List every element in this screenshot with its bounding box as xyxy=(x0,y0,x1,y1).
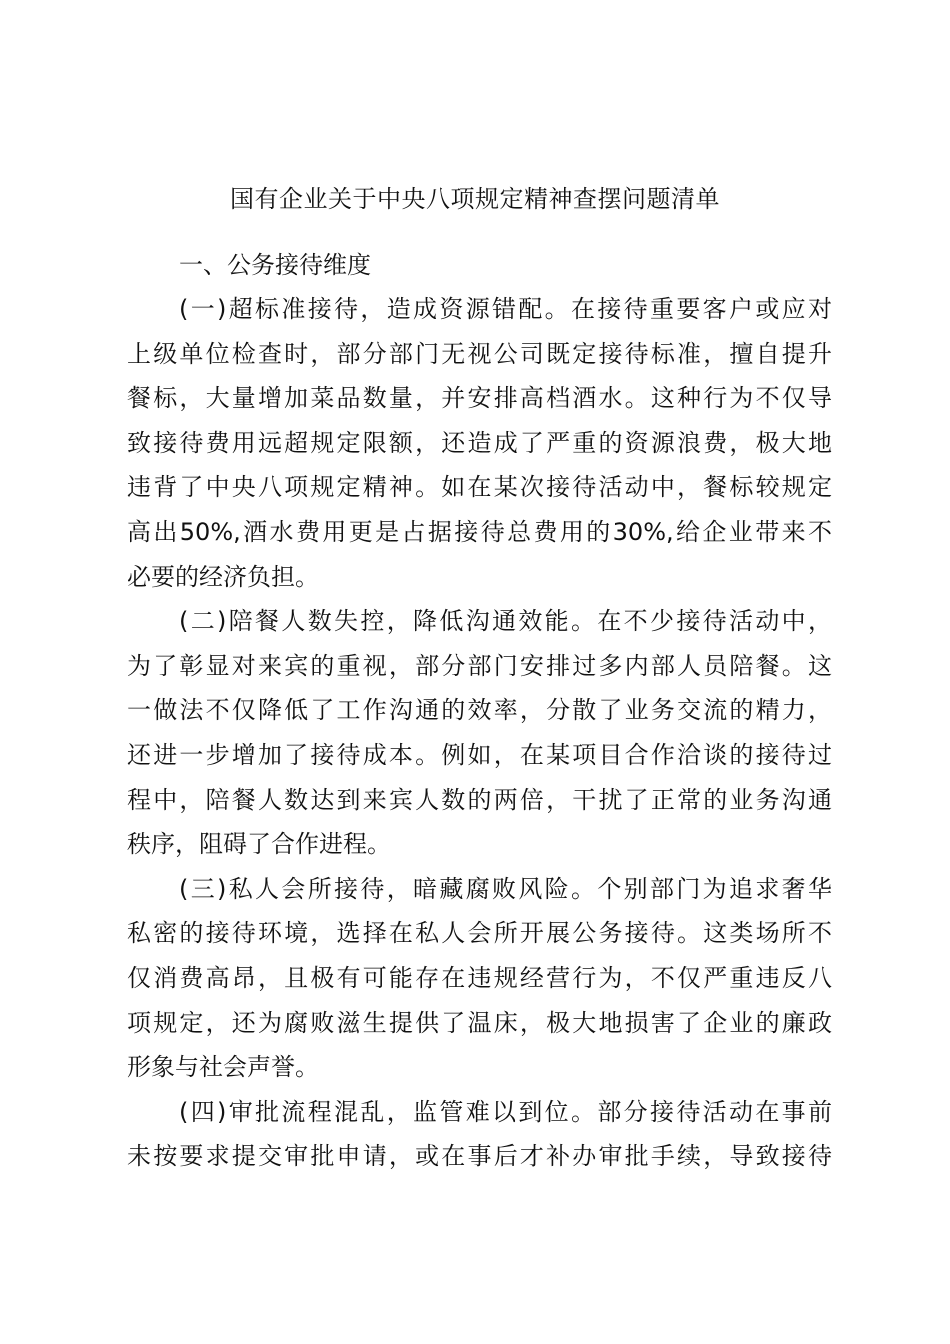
paragraph-line: (三)私人会所接待，暗藏腐败风险。个别部门为追求奢华 xyxy=(179,874,832,903)
paragraph-line: 私密的接待环境，选择在私人会所开展公务接待。这类场所不 xyxy=(127,919,832,948)
section-heading: 一、公务接待维度 xyxy=(179,251,371,279)
paragraph-line: (一)超标准接待，造成资源错配。在接待重要客户或应对 xyxy=(179,295,832,323)
paragraph-line: (四)审批流程混乱，监管难以到位。部分接待活动在事前 xyxy=(179,1097,832,1126)
paragraph-2 xyxy=(127,599,832,867)
paragraph-1 xyxy=(127,287,832,599)
paragraph-line: 上级单位检查时，部分部门无视公司既定接待标准，擅自提升 xyxy=(127,339,832,368)
paragraph-line: 高出50%,酒水费用更是占据接待总费用的30%,给企业带来不 xyxy=(127,517,832,546)
paragraph-line: 致接待费用远超规定限额，还造成了严重的资源浪费，极大地 xyxy=(127,428,832,457)
paragraph-line: 仅消费高昂，且极有可能存在违规经营行为，不仅严重违反八 xyxy=(127,963,832,992)
paragraph-4 xyxy=(127,1090,832,1179)
paragraph-line: 未按要求提交审批申请，或在事后才补办审批手续，导致接待 xyxy=(127,1142,832,1171)
document-body xyxy=(127,243,832,1179)
paragraph-line: 必要的经济负担。 xyxy=(127,562,319,591)
paragraph-line: (二)陪餐人数失控，降低沟通效能。在不少接待活动中， xyxy=(179,607,832,636)
paragraph-line: 还进一步增加了接待成本。例如，在某项目合作洽谈的接待过 xyxy=(127,740,832,769)
paragraph-line: 餐标，大量增加菜品数量，并安排高档酒水。这种行为不仅导 xyxy=(127,384,832,413)
paragraph-3 xyxy=(127,867,832,1090)
document-title: 国有企业关于中央八项规定精神查摆问题清单 xyxy=(230,185,720,213)
paragraph-line: 为了彰显对来宾的重视，部分部门安排过多内部人员陪餐。这 xyxy=(127,651,832,680)
paragraph-line: 形象与社会声誉。 xyxy=(127,1053,319,1082)
paragraph-line: 项规定，还为腐败滋生提供了温床，极大地损害了企业的廉政 xyxy=(127,1008,832,1037)
paragraph-line: 一做法不仅降低了工作沟通的效率，分散了业务交流的精力， xyxy=(127,696,832,725)
paragraph-line: 秩序，阻碍了合作进程。 xyxy=(127,830,391,859)
paragraph-line: 程中，陪餐人数达到来宾人数的两倍，干扰了正常的业务沟通 xyxy=(127,785,832,814)
paragraph-line: 违背了中央八项规定精神。如在某次接待活动中，餐标较规定 xyxy=(127,473,832,502)
